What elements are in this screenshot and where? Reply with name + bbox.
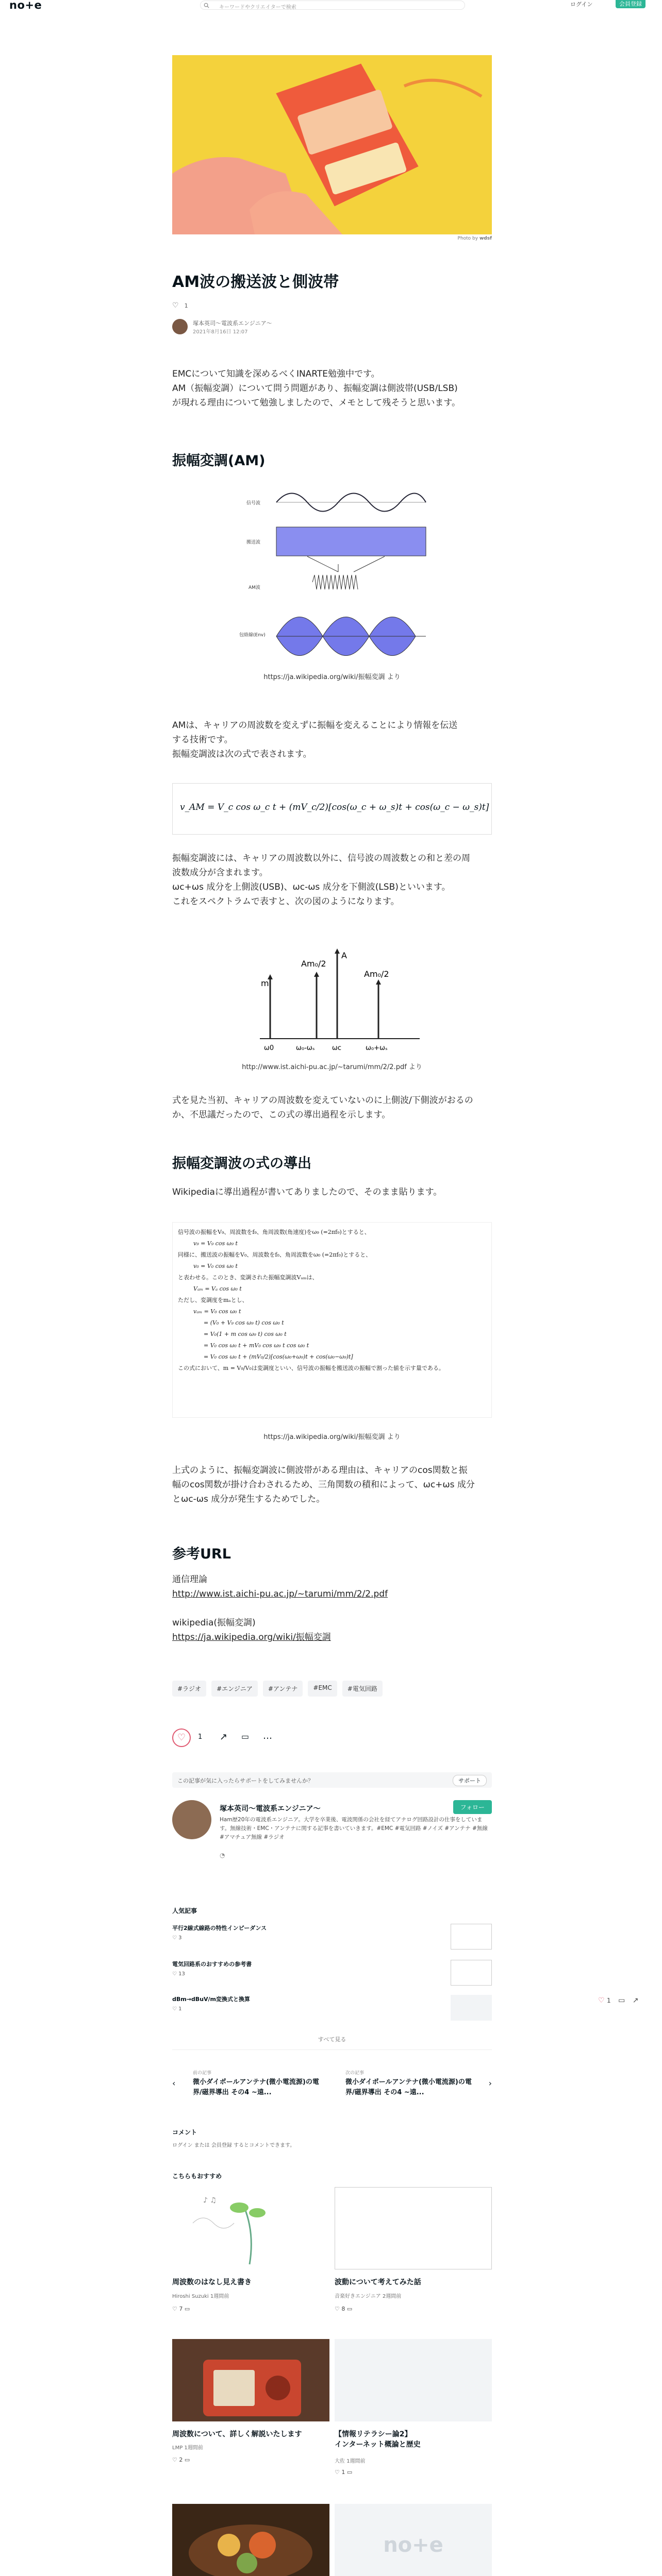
rec-card-image[interactable] (335, 2187, 492, 2269)
am-text-2: する技術です。 (172, 735, 233, 745)
popular-item[interactable] (172, 1995, 492, 2021)
am-text-3: 振幅変調波は次の式で表されます。 (172, 749, 312, 759)
note-logo[interactable]: no+e (9, 0, 42, 11)
fig2-caption: http://www.ist.aichi-pu.ac.jp/~tarumi/mm/2/2.pdf より (242, 1063, 422, 1071)
deriv-line-10: = V₀(1 + m cos ω₉ t) cos ω₀ t (204, 1331, 287, 1337)
tag-engineer[interactable]: #エンジニア (211, 1681, 258, 1697)
comment-icon[interactable]: ▭ (241, 1732, 250, 1741)
derivation-intro: Wikipediaに導出過程が書いてありましたので、そのまま貼ります。 (172, 1187, 442, 1197)
heading-ref: 参考URL (172, 1546, 231, 1562)
prev-arrow-icon: ‹ (172, 2078, 176, 2088)
post-date: 2021年8月16日 12:07 (193, 329, 248, 335)
rec-card-title[interactable]: 【情報リテラシー論2】 インターネット概論と歴史 (335, 2430, 421, 2449)
recommend-heading: こちらもおすすめ (172, 2173, 222, 2180)
derivation-caption: https://ja.wikipedia.org/wiki/振幅変調 より (263, 1433, 401, 1441)
am-text-4: 振幅変調波には、キャリアの周波数以外に、信号波の周波数との和と差の周 (172, 853, 470, 863)
author-profile (172, 1800, 492, 1862)
heart-icon[interactable]: ♡ (172, 301, 179, 310)
comment-icon[interactable]: ▭ (346, 2306, 353, 2312)
rec-card-image[interactable] (172, 2339, 329, 2421)
am-waveform-figure (235, 482, 430, 668)
heading-am: 振幅変調(AM) (172, 453, 266, 469)
deriv-line-7: ただし、変調度をmₐとし、 (178, 1297, 248, 1303)
spectrum-figure (250, 946, 425, 1054)
photo-credit-label: Photo by (457, 236, 478, 241)
heart-icon[interactable]: ♡ (335, 2469, 340, 2476)
heading-derivation: 振幅変調波の式の導出 (172, 1156, 311, 1172)
am-text-7: これをスペクトラムで表すと、次の図のようになります。 (172, 896, 400, 907)
prev-title: 微小ダイポールアンテナ(微小電流源)の電界/磁界導出 その4 ~遠... (193, 2078, 319, 2096)
heart-icon: ♡ (172, 1971, 177, 1977)
rec-card-title[interactable]: 波動について考えてみた話 (335, 2278, 421, 2286)
next-title: 微小ダイポールアンテナ(微小電流源)の電界/磁界導出 その4 ~遠... (345, 2078, 472, 2096)
deriv-line-1: 信号波の振幅をV₉、周波数をf₉、角周波数(角速度)をω₉ (=2πf₉)とすると、 (178, 1229, 370, 1235)
svg-text:♪ ♫: ♪ ♫ (203, 2196, 217, 2205)
deriv-line-2: v₉ = V₉ cos ω₉ t (193, 1240, 238, 1247)
profile-bio: Ham歴20年の電波系エンジニア。大学を卒業後、電波関係の会社を経てアナログ回路設計の仕事をしています。無線技術・EMC・アンテナに関する記事を書いていきます。#EMC #電気回路 #ノイズ #アンテナ #無線 #アマチュア無線 #ラジオ (220, 1817, 488, 1840)
deriv-line-5: と表わせる。このとき、変調された振幅変調波Vₐₘは、 (178, 1274, 318, 1281)
spec-tick-w0ws: ω₀-ωₛ (296, 1044, 315, 1052)
am-text-9: か、不思議だったので、この式の導出過程を示します。 (172, 1110, 391, 1120)
derivation-image (172, 1222, 492, 1418)
ref1-title: 通信理論 (172, 1574, 207, 1585)
rec-card-author[interactable]: LMP 1週間前 (172, 2445, 203, 2451)
rec-card-title[interactable]: 周波数のはなし見え書き (172, 2278, 252, 2286)
support-box (172, 1772, 492, 1788)
comment-icon[interactable]: ▭ (184, 2306, 190, 2312)
tag-circuit[interactable]: #電気回路 (342, 1681, 383, 1697)
avatar[interactable] (172, 319, 188, 334)
popular-item-likes: 13 (178, 1971, 185, 1977)
intro-text-1: EMCについて知識を深めるべくINARTE勉強中です。 (172, 369, 380, 379)
next-label: 次の記事 (345, 2071, 365, 2076)
popular-heading: 人気記事 (172, 1907, 197, 1914)
deriv-line-11: = V₀ cos ω₀ t + mV₀ cos ω₉ t cos ω₀ t (204, 1342, 309, 1349)
am-text-5: 波数成分が含まれます。 (172, 868, 268, 878)
search-placeholder: キーワードやクリエイターで検索 (219, 5, 296, 10)
fig1-label-signal: 信号波 (246, 501, 261, 506)
rec-card-likes: 2 (179, 2456, 183, 2463)
food-photo (172, 2504, 329, 2576)
intro-text-2a: AM（振幅変調）について問う問題があり、振幅変調は側波帯(USB/LSB) (172, 383, 458, 394)
author-name[interactable]: 塚本英司～電波系エンジニア～ (193, 320, 272, 327)
heart-icon: ♡ (172, 1935, 177, 1941)
spec-label-a: A (341, 951, 347, 960)
share-icon[interactable]: ↗ (220, 1732, 228, 1742)
tag-list (172, 1681, 492, 1697)
tag-antenna[interactable]: #アンテナ (263, 1681, 303, 1697)
popular-item[interactable] (172, 1960, 492, 1986)
rss-icon[interactable]: ◔ (220, 1852, 225, 1859)
floating-like-count: 1 (607, 1997, 611, 2004)
prev-article[interactable] (172, 2066, 327, 2107)
deriv-text-3: とωc-ωs 成分が発生するためでした。 (172, 1494, 325, 1504)
prev-label: 前の記事 (193, 2071, 212, 2076)
register-button[interactable]: 会員登録 (616, 0, 646, 8)
see-all-link[interactable]: すべて見る (172, 2035, 492, 2050)
rec-card-image[interactable] (172, 2187, 329, 2269)
intro-text-2b: が現れる理由について勉強しましたので、メモとして残そうと思います。 (172, 398, 460, 408)
rec-card-author[interactable]: 音楽好きエンジニア 2週間前 (335, 2294, 402, 2299)
deriv-line-12: = V₀ cos ω₀ t + (mV₀/2)[cos(ω₀+ω₉)t + cos(ω₀−ω₉)t] (204, 1353, 353, 1360)
profile-avatar[interactable] (172, 1800, 211, 1839)
article-nav (172, 2066, 492, 2107)
popular-item[interactable] (172, 1924, 492, 1950)
deriv-line-4: v₀ = V₀ cos ω₀ t (193, 1263, 238, 1269)
deriv-text-1: 上式のように、振幅変調波に側波帯がある理由は、キャリアのcos関数と振 (172, 1465, 468, 1476)
rec-card-image[interactable] (172, 2504, 329, 2576)
popular-section (172, 1906, 492, 2025)
spec-label-right: Am₀/2 (364, 969, 389, 979)
heart-icon[interactable]: ♡ (598, 1996, 605, 2005)
spec-label-left: Am₀/2 (301, 959, 326, 969)
spec-label-m: m (261, 978, 269, 988)
share-icon[interactable]: ↗ (632, 1996, 639, 2005)
deriv-line-8: vₐₘ = V₀ cos ω₀ t (193, 1308, 241, 1315)
search-icon (204, 3, 209, 8)
radio-photo (172, 2339, 329, 2421)
heart-icon[interactable]: ♡ (335, 2306, 340, 2312)
next-arrow-icon: › (488, 2078, 492, 2088)
spec-tick-w0: ω0 (264, 1044, 274, 1052)
rec-card-image[interactable] (335, 2339, 492, 2421)
rec-card-likes: 8 (341, 2306, 345, 2312)
floating-actions (598, 1996, 639, 2005)
fig1-label-carrier: 搬送波 (246, 540, 261, 545)
popular-item-title: dBm→dBuV/m変換式と換算 (172, 1996, 251, 2003)
tag-emc[interactable]: #EMC (308, 1681, 337, 1697)
profile-name[interactable]: 塚本英司～電波系エンジニア～ (220, 1805, 321, 1813)
heart-icon: ♡ (172, 2006, 177, 2012)
spec-tick-wcws: ω₀+ωₛ (366, 1044, 388, 1052)
deriv-line-13: この式において、m = V₉/V₀は変調度といい、信号波の振幅を搬送波の振幅で割った値を示す量である。 (178, 1365, 444, 1371)
note-placeholder-logo: no+e (383, 2533, 443, 2557)
deriv-text-2: 幅のcos関数が掛け合わされるため、三角関数の積和によって、ωc+ωs 成分 (172, 1480, 475, 1490)
deriv-line-6: Vₐₘ = Vₐ cos ω₀ t (193, 1285, 242, 1292)
formula-am (172, 783, 492, 835)
popular-item-title: 平行2線式線路の特性インピーダンス (172, 1925, 267, 1931)
rec-card-title[interactable]: 周波数について、詳しく解説いたします (172, 2430, 302, 2438)
like-button[interactable]: ♡ (172, 1728, 191, 1747)
deriv-line-9: = (V₀ + V₉ cos ω₉ t) cos ω₀ t (204, 1319, 284, 1326)
comment-icon[interactable]: ▭ (618, 1996, 625, 2005)
popular-item-likes: 3 (178, 1935, 182, 1941)
next-article[interactable] (337, 2066, 492, 2107)
ref2-title: wikipedia(振幅変調) (172, 1618, 256, 1628)
popular-thumb (451, 1924, 492, 1950)
login-link[interactable]: ログイン (570, 1, 593, 8)
fig1-caption: https://ja.wikipedia.org/wiki/振幅変調 より (263, 673, 401, 681)
comment-icon[interactable]: ▭ (184, 2456, 190, 2463)
site-header (0, 0, 662, 10)
fig1-label-am: AM波 (249, 585, 260, 590)
follow-button[interactable]: フォロー (453, 1800, 492, 1814)
popular-thumb (451, 1995, 492, 2021)
am-text-8: 式を見た当初、キャリアの周波数を変えていないのに上側波/下側波がおるの (172, 1095, 473, 1106)
rec-card-author[interactable]: 大佐 1週間前 (335, 2459, 366, 2464)
sprout-illustration (172, 2187, 329, 2269)
ref1-link[interactable]: http://www.ist.aichi-pu.ac.jp/~tarumi/mm/2/2.pdf (172, 1589, 388, 1599)
photo-credit (172, 236, 492, 241)
heart-icon[interactable]: ♡ (172, 2456, 177, 2463)
rec-card-image[interactable] (335, 2504, 492, 2576)
formula-am-text: v_AM = V_c cos ω_c t + (mV_c/2)[cos(ω_c + ω_s)t + cos(ω_c − ω_s)t] (180, 802, 489, 812)
rec-card-author[interactable]: Hiroshi Suzuki 1週間前 (172, 2294, 229, 2299)
search-input[interactable] (200, 1, 465, 10)
deriv-line-3: 同様に、搬送波の振幅をV₀、周波数をf₀、角周波数をω₀ (=2πf₀)とすると、 (178, 1251, 372, 1258)
spec-tick-wc: ωc (332, 1044, 342, 1052)
am-text-1: AMは、キャリアの周波数を変えずに振幅を変えることにより情報を伝送 (172, 720, 458, 731)
comment-login-text[interactable]: ログイン または 会員登録 するとコメントできます。 (172, 2143, 295, 2148)
fig1-label-envelope: 包絡線(Env) (239, 633, 266, 638)
like-count-bottom: 1 (198, 1733, 203, 1741)
heart-icon[interactable]: ♡ (172, 2306, 177, 2312)
comment-icon[interactable]: ▭ (346, 2469, 353, 2476)
comment-heading: コメント (172, 2129, 197, 2136)
support-text: この記事が気に入ったらサポートをしてみませんか？ (177, 1777, 313, 1784)
radio-photo (172, 55, 492, 234)
popular-item-title: 電気回路系のおすすめの参考書 (172, 1961, 252, 1968)
comment-section (172, 2128, 492, 2148)
am-text-6: ωc+ωs 成分を上側波(USB)、ωc-ωs 成分を下側波(LSB)といいます。 (172, 882, 451, 892)
action-bar (172, 1728, 492, 1747)
support-button[interactable]: サポート (453, 1775, 487, 1786)
tag-radio[interactable]: #ラジオ (172, 1681, 206, 1697)
like-count: 1 (184, 302, 188, 309)
photo-author[interactable]: wdsf (479, 236, 492, 241)
popular-item-likes: 1 (178, 2006, 182, 2012)
more-icon[interactable]: … (263, 1731, 272, 1741)
rec-card-likes: 7 (179, 2306, 183, 2312)
rec-card-likes: 1 (341, 2469, 345, 2476)
popular-thumb (451, 1960, 492, 1986)
article-title: AM波の搬送波と側波帯 (172, 273, 339, 291)
ref2-link[interactable]: https://ja.wikipedia.org/wiki/振幅変調 (172, 1632, 331, 1642)
hero-image (172, 55, 492, 234)
